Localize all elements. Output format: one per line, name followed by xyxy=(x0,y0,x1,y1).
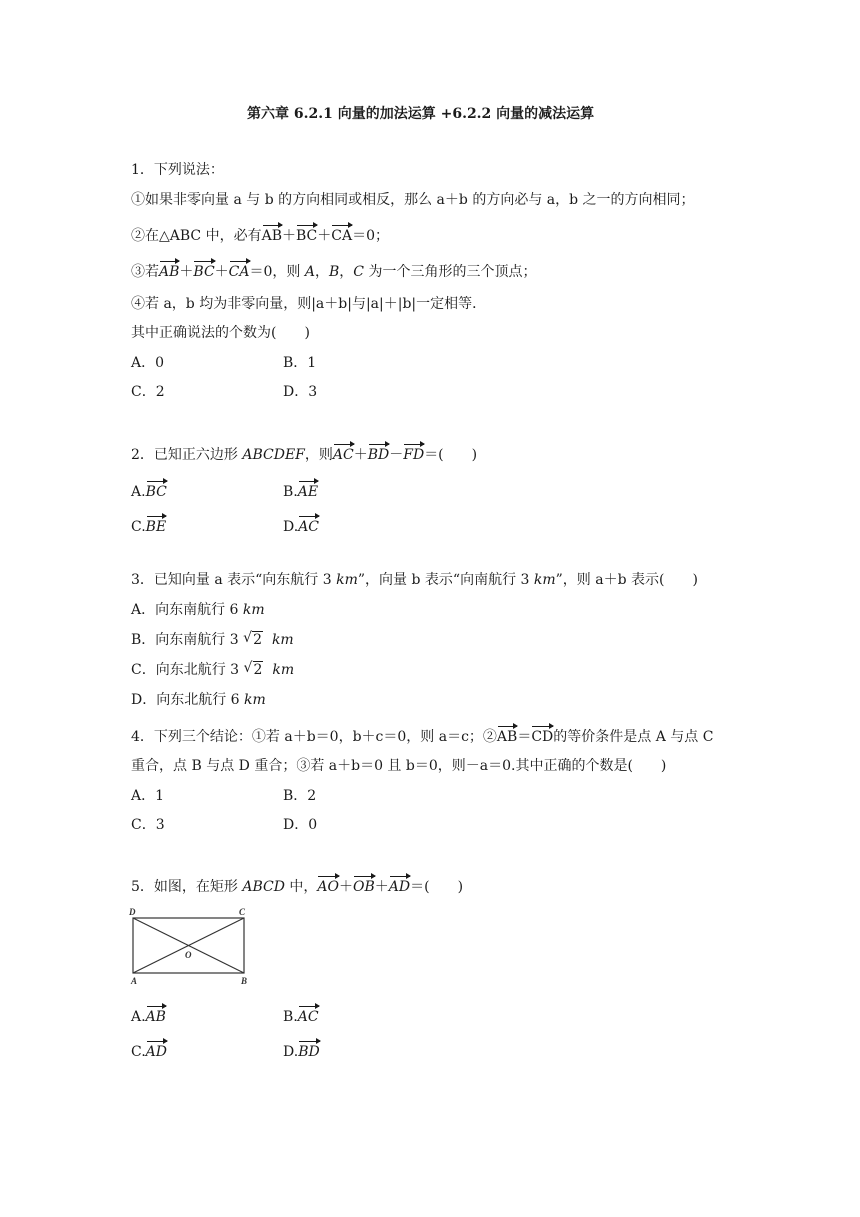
label-c: C xyxy=(239,907,246,917)
page-title: 第六章 6.2.1 向量的加法运算 +6.2.2 向量的减法运算 xyxy=(247,106,595,122)
q2-option-c[interactable] xyxy=(131,517,166,537)
vector-bd: BD xyxy=(367,447,390,463)
q1-option-d[interactable]: D．3 xyxy=(283,384,318,400)
unit-km: km xyxy=(336,572,358,588)
unit-km: km xyxy=(272,662,295,678)
plus-sign: ＋ xyxy=(353,447,368,463)
q5-suffix: ＝( ) xyxy=(410,879,464,895)
q1-s3-prefix: ③若 xyxy=(131,264,159,280)
radicand: 2 xyxy=(253,662,263,678)
plus-sign: ＋ xyxy=(282,228,296,244)
vector-fd: FD xyxy=(403,447,425,463)
comma: ， xyxy=(314,264,329,280)
q1-statement-4: ④若 a，b 均为非零向量，则|a＋b|与|a|＋|b|一定相等． xyxy=(131,296,487,312)
sqrt-symbol xyxy=(244,660,264,680)
q1-statement-1: ①如果非零向量 a 与 b 的方向相同或相反，那么 a＋b 的方向必与 a，b 之一的方向相同； xyxy=(131,192,695,208)
option-text: A．向东南航行 6 xyxy=(131,602,243,618)
rectangle-name: ABCD xyxy=(242,879,285,895)
vector-bc: BC xyxy=(145,484,167,500)
option-letter: D. xyxy=(283,519,299,535)
q5-stem xyxy=(131,877,463,897)
q3-option-a[interactable] xyxy=(131,600,265,620)
q4-line-1 xyxy=(131,727,713,747)
q1-s2-prefix: ②在△ABC 中，必有 xyxy=(131,228,262,244)
point-a: A xyxy=(304,264,315,280)
q3-stem xyxy=(131,570,698,590)
q1-stem: 1．下列说法： xyxy=(131,162,224,178)
hexagon-name: ABCDEF xyxy=(242,447,305,463)
option-text: B．向东南航行 3 xyxy=(131,632,244,648)
unit-km: km xyxy=(533,572,556,588)
q5-option-d[interactable] xyxy=(283,1042,320,1062)
equals-sign: ＝ xyxy=(517,729,532,745)
q3-suffix: ”，则 a＋b 表示( ) xyxy=(555,572,698,588)
q3-middle: ”，向量 b 表示“向南航行 3 xyxy=(357,572,534,588)
q1-statement-2 xyxy=(131,226,389,246)
plus-sign: ＋ xyxy=(339,879,354,895)
q4-option-b[interactable]: B．2 xyxy=(283,788,317,804)
q2-prefix: 2．已知正六边形 xyxy=(131,447,243,463)
plus-sign: ＋ xyxy=(374,879,389,895)
option-text: D．向东北航行 6 xyxy=(131,692,245,708)
q4-line1-prefix: 4．下列三个结论：①若 a＋b＝0，b＋c＝0，则 a＝c；② xyxy=(131,729,497,745)
vector-ad: AD xyxy=(388,879,411,895)
vector-ao: AO xyxy=(317,879,340,895)
q3-option-b[interactable] xyxy=(131,630,294,650)
q1-option-c[interactable]: C．2 xyxy=(131,384,165,400)
q1-option-a[interactable]: A．0 xyxy=(131,355,165,371)
q1-s3-middle: ＝0，则 xyxy=(249,264,305,280)
vector-ob: OB xyxy=(353,879,375,895)
vector-ca: CA xyxy=(228,264,250,280)
vector-be: BE xyxy=(145,519,167,535)
vector-bc: BC xyxy=(296,228,318,244)
option-letter: C. xyxy=(131,519,146,535)
vector-ac: AC xyxy=(332,447,354,463)
q4-line-2: 重合，点 B 与点 D 重合；③若 a＋b＝0 且 b＝0，则－a＝0.其中正确的个数是( ) xyxy=(131,758,667,774)
vector-ab: AB xyxy=(496,729,518,745)
label-b: B xyxy=(241,976,248,986)
q4-option-c[interactable]: C．3 xyxy=(131,817,165,833)
label-d: D xyxy=(129,907,136,917)
q1-ask: 其中正确说法的个数为( ) xyxy=(131,325,310,341)
vector-bc: BC xyxy=(193,264,215,280)
plus-sign: ＋ xyxy=(179,264,194,280)
q2-suffix: ＝( ) xyxy=(424,447,478,463)
q5-option-c[interactable] xyxy=(131,1042,167,1062)
q1-s3-suffix: 为一个三角形的三个顶点； xyxy=(364,264,537,280)
point-c: C xyxy=(353,264,364,280)
q5-middle: 中， xyxy=(284,879,318,895)
plus-sign: ＋ xyxy=(317,228,332,244)
point-b: B xyxy=(328,264,340,280)
q4-option-a[interactable]: A．1 xyxy=(131,788,165,804)
q4-option-d[interactable]: D．0 xyxy=(283,817,318,833)
option-letter: A. xyxy=(131,1009,146,1025)
vector-ab: AB xyxy=(159,264,180,280)
rectangle-figure xyxy=(124,904,256,988)
q2-option-d[interactable] xyxy=(283,517,319,537)
label-o: O xyxy=(185,950,192,960)
vector-ac: AC xyxy=(297,1009,319,1025)
q1-option-b[interactable]: B．1 xyxy=(283,355,317,371)
q1-statement-3 xyxy=(131,262,536,282)
minus-sign: － xyxy=(389,447,404,463)
vector-bd: BD xyxy=(298,1044,320,1060)
q4-line1-suffix: 的等价条件是点 A 与点 C xyxy=(553,729,714,745)
q2-stem xyxy=(131,445,477,465)
q2-option-a[interactable] xyxy=(131,482,167,502)
q2-option-b[interactable] xyxy=(283,482,318,502)
unit-km: km xyxy=(244,692,266,708)
vector-ca: CA xyxy=(331,228,353,244)
q5-prefix: 5．如图，在矩形 xyxy=(131,879,243,895)
q2-middle: ，则 xyxy=(304,447,333,463)
q1-s2-suffix: ＝0； xyxy=(352,228,390,244)
q3-prefix: 3．已知向量 a 表示“向东航行 3 xyxy=(131,572,337,588)
plus-sign: ＋ xyxy=(214,264,229,280)
comma: ， xyxy=(339,264,354,280)
vector-ab: AB xyxy=(145,1009,166,1025)
unit-km: km xyxy=(242,602,265,618)
q3-option-d[interactable] xyxy=(131,690,266,710)
vector-ae: AE xyxy=(297,484,319,500)
option-letter: C. xyxy=(131,1044,146,1060)
option-letter: A. xyxy=(131,484,146,500)
vector-ad: AD xyxy=(145,1044,168,1060)
radicand: 2 xyxy=(253,632,263,648)
q5-option-b[interactable] xyxy=(283,1007,319,1027)
q3-option-c[interactable] xyxy=(131,660,294,680)
vector-cd: CD xyxy=(531,729,554,745)
option-letter: B. xyxy=(283,484,298,500)
option-text: C．向东北航行 3 xyxy=(131,662,244,678)
unit-km: km xyxy=(271,632,294,648)
option-letter: D. xyxy=(283,1044,299,1060)
vector-ab: AB xyxy=(261,228,282,244)
vector-ac: AC xyxy=(298,519,320,535)
label-a: A xyxy=(131,976,138,986)
option-letter: B. xyxy=(283,1009,298,1025)
sqrt-symbol xyxy=(243,630,263,650)
q5-option-a[interactable] xyxy=(131,1007,166,1027)
